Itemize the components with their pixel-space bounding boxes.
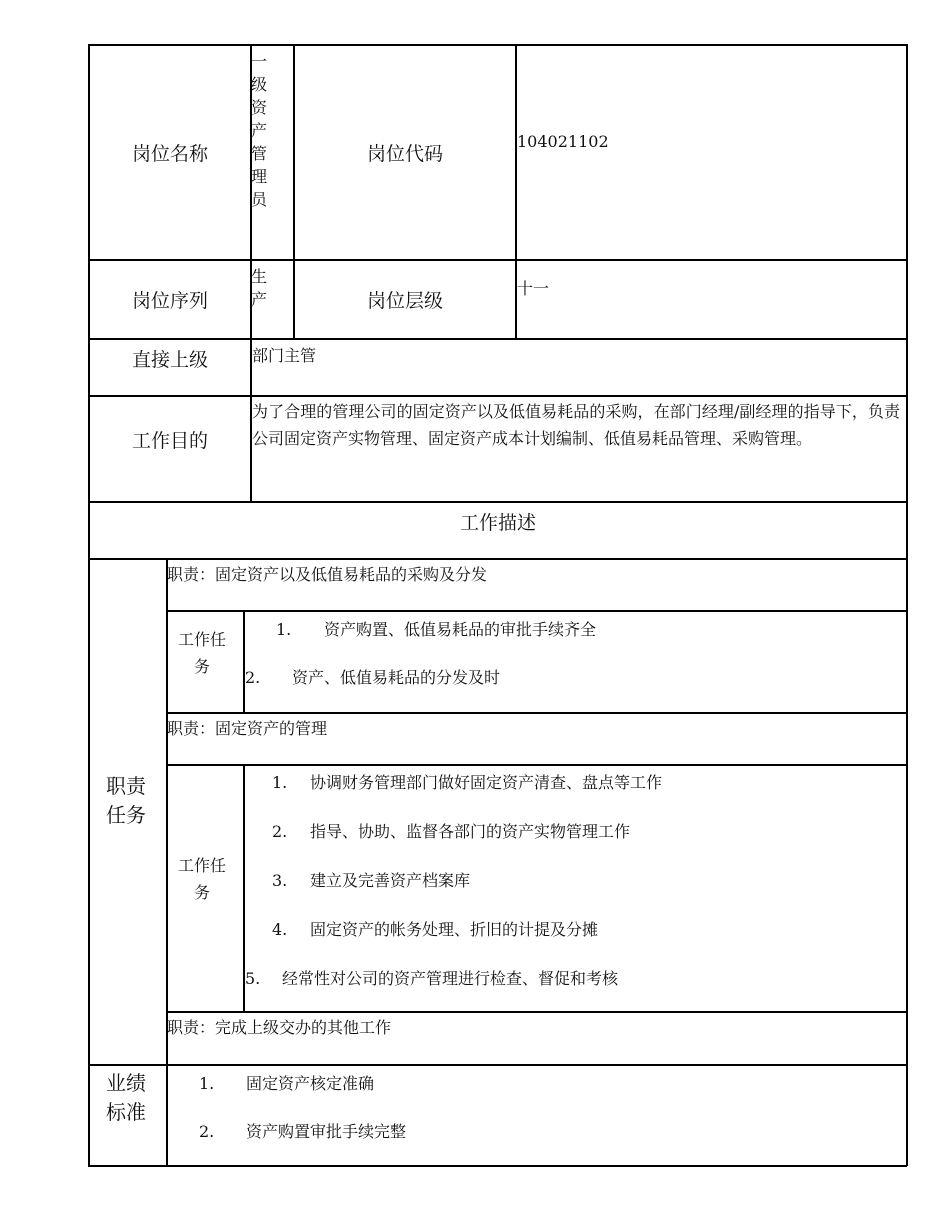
job-code-label: 岗位代码 <box>366 143 443 165</box>
task-text: 资产购置、低值易耗品的审批手续齐全 <box>324 620 597 639</box>
row-divider <box>166 712 907 714</box>
purpose-value: 为了合理的管理公司的固定资产以及低值易耗品的采购，在部门经理/副经理的指导下，负责公司固定资产实物管理、固定资产成本计划编制、低值易耗品管理、采购管理。 <box>252 402 900 448</box>
row-divider <box>166 610 907 612</box>
task-text: 资产、低值易耗品的分发及时 <box>292 668 501 687</box>
task-label: 工作任务 <box>177 630 226 676</box>
table-border-right <box>906 44 908 1166</box>
row-divider <box>166 1011 907 1013</box>
task-label: 工作任务 <box>177 856 226 902</box>
table-border-bottom <box>88 1165 907 1167</box>
task-number: 2. <box>272 822 288 841</box>
job-sequence-label: 岗位序列 <box>131 290 208 312</box>
job-level-label: 岗位层级 <box>366 290 443 312</box>
task-item <box>272 868 470 891</box>
task-text: 建立及完善资产档案库 <box>310 871 471 890</box>
task-item <box>272 819 630 842</box>
column-divider <box>166 558 168 1166</box>
performance-item <box>199 1071 374 1094</box>
duty-title: 职责：固定资产以及低值易耗品的采购及分发 <box>167 565 488 584</box>
job-name-label: 岗位名称 <box>131 143 208 165</box>
task-number: 5. <box>245 969 261 988</box>
task-item <box>272 917 598 940</box>
task-number: 2. <box>245 668 261 687</box>
performance-text: 固定资产核定准确 <box>246 1074 375 1093</box>
performance-number: 1. <box>199 1074 215 1093</box>
task-item <box>276 617 596 640</box>
job-sequence-value: 生产 <box>251 267 268 309</box>
performance-item <box>199 1119 406 1142</box>
task-number: 4. <box>272 920 288 939</box>
superior-value: 部门主管 <box>252 346 317 365</box>
performance-label: 业绩标准 <box>106 1071 146 1124</box>
task-text: 协调财务管理部门做好固定资产清查、盘点等工作 <box>310 773 663 792</box>
task-text: 经常性对公司的资产管理进行检查、督促和考核 <box>282 969 619 988</box>
task-number: 1. <box>272 773 288 792</box>
task-item <box>272 770 662 793</box>
row-divider <box>166 764 907 766</box>
row-divider <box>88 558 907 560</box>
task-item <box>245 665 500 688</box>
task-text: 指导、协助、监督各部门的资产实物管理工作 <box>310 822 631 841</box>
superior-label: 直接上级 <box>131 348 208 371</box>
job-code-value: 104021102 <box>517 132 609 151</box>
duties-section-label: 职责任务 <box>106 774 146 827</box>
task-text: 固定资产的帐务处理、折旧的计提及分摊 <box>310 920 599 939</box>
performance-text: 资产购置审批手续完整 <box>246 1122 407 1141</box>
task-number: 3. <box>272 871 288 890</box>
row-divider <box>88 1064 907 1066</box>
purpose-label: 工作目的 <box>131 429 208 452</box>
job-level-value: 十一 <box>517 279 550 298</box>
job-name-value: 一级资产管理员 <box>251 52 268 209</box>
description-header: 工作描述 <box>459 511 536 534</box>
performance-number: 2. <box>199 1122 215 1141</box>
task-number: 1. <box>276 620 292 639</box>
task-item <box>245 966 618 989</box>
duty-title: 职责：完成上级交办的其他工作 <box>167 1018 392 1037</box>
duty-title: 职责：固定资产的管理 <box>167 719 328 738</box>
column-divider <box>243 610 245 713</box>
